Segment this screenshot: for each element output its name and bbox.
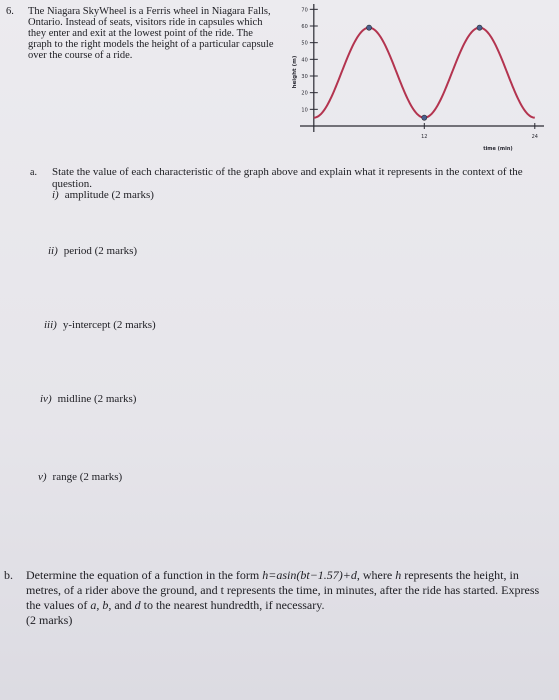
item-label: amplitude (2 marks) <box>64 189 154 201</box>
y-tick-label: 20 <box>301 90 308 97</box>
item-roman: iii) <box>44 319 57 331</box>
y-axis-title: height (m) <box>292 55 298 89</box>
part-a-letter: a. <box>30 167 37 178</box>
data-point <box>366 25 371 30</box>
data-point <box>422 115 427 120</box>
part-b-marks: (2 marks) <box>26 613 73 627</box>
y-tick-label: 10 <box>301 107 308 114</box>
item-midline <box>40 393 136 405</box>
part-a <box>30 166 535 190</box>
variable-list: a, b, <box>90 598 112 612</box>
y-tick-label: 50 <box>301 40 308 47</box>
x-tick-label: 12 <box>421 134 428 140</box>
sinusoid-chart <box>288 2 550 160</box>
item-label: range (2 marks) <box>52 471 123 483</box>
item-y-intercept <box>44 319 156 331</box>
data-point <box>477 25 482 30</box>
part-b-text-end: to the nearest hundredth, if necessary. <box>143 598 325 612</box>
part-b <box>4 568 549 628</box>
item-roman: i) <box>52 189 59 201</box>
part-b-text-after: represents the height, in metres, of a rider above the ground, and t represents the time, in minutes, after the ride has started. Express the values of <box>26 568 540 612</box>
y-tick-label: 70 <box>301 7 308 14</box>
height-time-graph <box>288 2 550 160</box>
item-period <box>48 245 137 257</box>
question-6 <box>6 6 274 61</box>
item-roman: iv) <box>40 393 52 405</box>
y-tick-label: 30 <box>301 74 308 80</box>
item-label: midline (2 marks) <box>57 393 137 405</box>
part-b-text <box>26 568 549 628</box>
height-curve <box>314 28 535 118</box>
x-tick-label: 24 <box>531 134 538 140</box>
part-b-letter: b. <box>4 568 13 582</box>
question-number: 6. <box>6 6 14 17</box>
item-label: period (2 marks) <box>63 245 138 257</box>
part-b-text-before: Determine the equation of a function in the form <box>26 568 260 582</box>
item-range <box>38 471 122 483</box>
item-label: y-intercept (2 marks) <box>62 319 156 331</box>
item-roman: v) <box>38 471 47 483</box>
y-tick-label: 40 <box>301 57 308 64</box>
variable-h: h <box>395 568 402 582</box>
item-roman: ii) <box>48 245 58 257</box>
equation: h=asin(bt−1.57)+d <box>262 568 357 582</box>
y-tick-label: 60 <box>301 24 308 30</box>
x-axis-title: time (min) <box>483 146 513 152</box>
item-amplitude <box>52 189 154 201</box>
part-b-text-and: and <box>114 598 132 612</box>
variable-d: d <box>134 598 141 612</box>
part-b-text-mid: , where <box>356 568 393 582</box>
part-a-instructions: State the value of each characteristic of the graph above and explain what it represents in the context of the question. <box>52 166 523 190</box>
question-text: The Niagara SkyWheel is a Ferris wheel in Niagara Falls, Ontario. Instead of seats, visitors ride in capsules which they enter and exit at the lowest point of the ride. The graph to the right models the height of a particular capsule over the course of a ride. <box>28 6 274 61</box>
